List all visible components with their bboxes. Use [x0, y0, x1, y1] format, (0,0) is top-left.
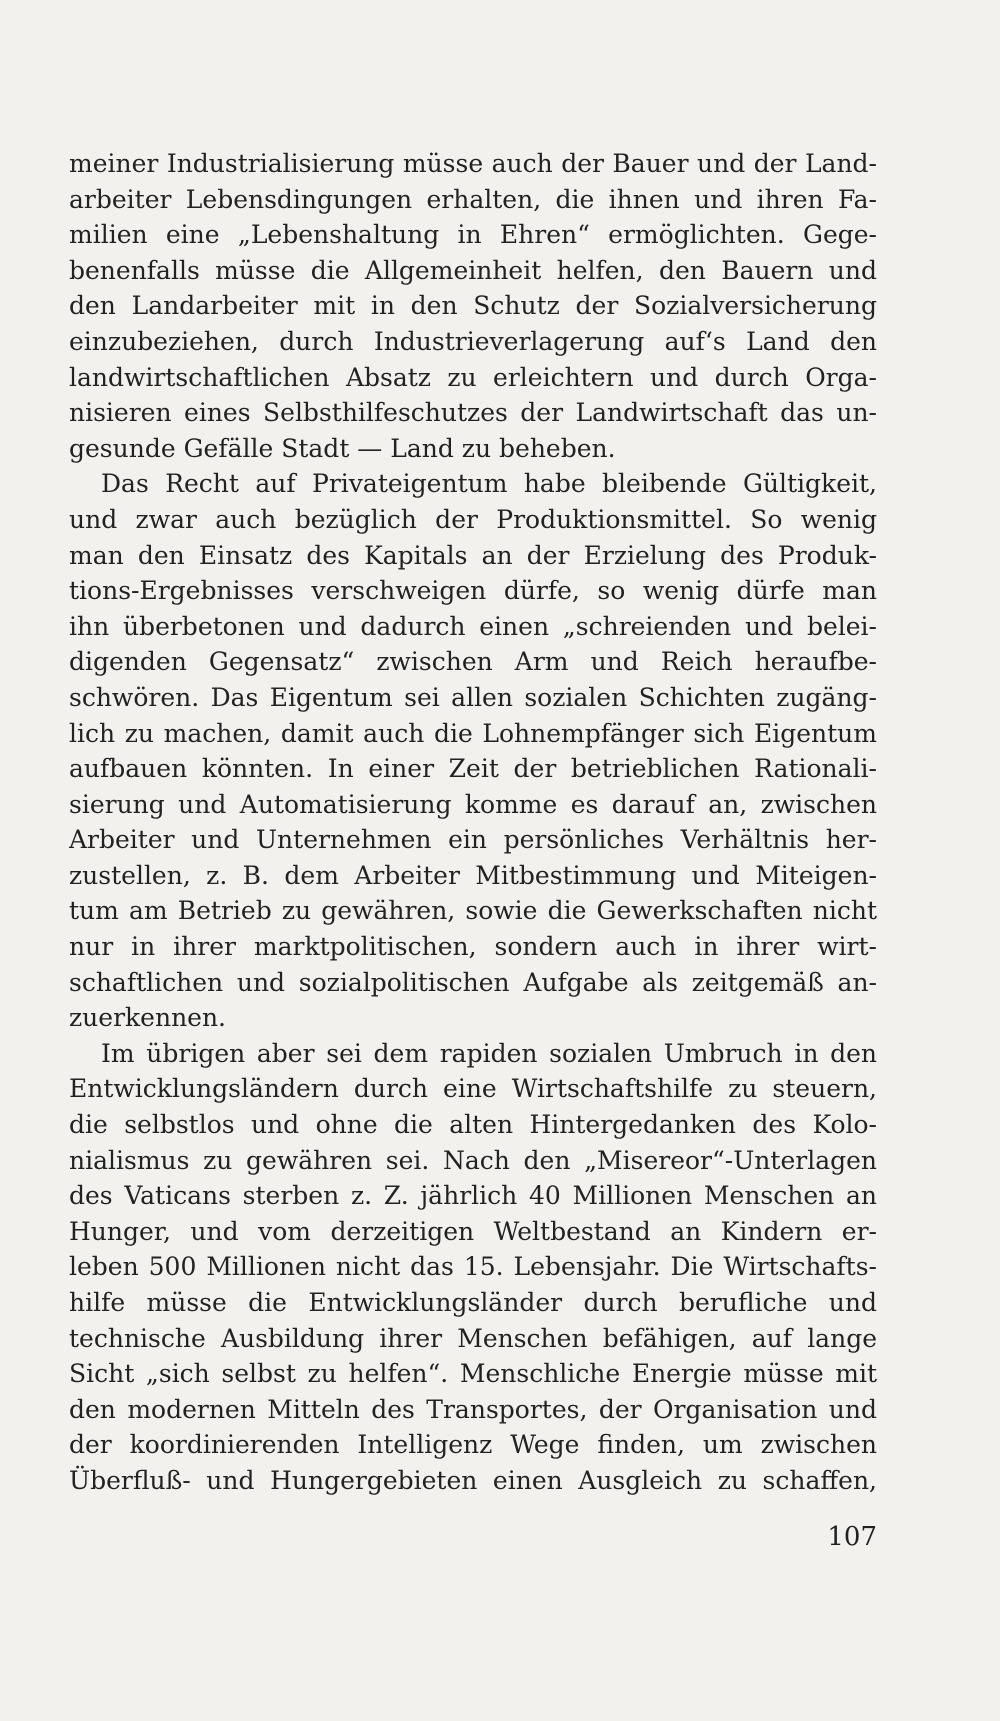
text-line: leben 500 Millionen nicht das 15. Lebensjahr. Die Wirtschafts-	[69, 1252, 877, 1282]
text-line: tum am Betrieb zu gewähren, sowie die Gewerkschaften nicht	[69, 896, 877, 926]
page-number: 107	[827, 1522, 877, 1552]
text-line: zuerkennen.	[69, 1003, 227, 1033]
text-line: lich zu machen, damit auch die Lohnempfänger sich Eigentum	[69, 718, 877, 748]
text-line: benenfalls müsse die Allgemeinheit helfen, den Bauern und	[69, 255, 877, 285]
text-line: landwirtschaftlichen Absatz zu erleichtern und durch Orga-	[69, 362, 877, 392]
body-text	[69, 146, 877, 1499]
paragraph-3	[69, 1036, 877, 1499]
text-line: Entwicklungsländern durch eine Wirtschaftshilfe zu steuern,	[69, 1074, 877, 1104]
text-line: ihn überbetonen und dadurch einen „schreienden und belei-	[69, 611, 877, 641]
text-line: meiner Industrialisierung müsse auch der Bauer und der Land-	[69, 149, 877, 178]
text-line: gesunde Gefälle Stadt — Land zu beheben.	[69, 433, 616, 463]
text-line: den modernen Mitteln des Transportes, der Organisation und	[69, 1394, 877, 1424]
text-line: Arbeiter und Unternehmen ein persönliches Verhältnis her-	[69, 825, 877, 855]
text-line: aufbauen könnten. In einer Zeit der betrieblichen Rationali-	[69, 754, 877, 784]
text-line: einzubeziehen, durch Industrieverlagerung auf‘s Land den	[69, 326, 877, 356]
text-line: zustellen, z. B. dem Arbeiter Mitbestimmung und Miteigen-	[69, 860, 877, 890]
text-line: und zwar auch bezüglich der Produktionsmittel. So wenig	[69, 504, 877, 534]
text-line: den Landarbeiter mit in den Schutz der Sozialversicherung	[69, 291, 877, 321]
text-line: technische Ausbildung ihrer Menschen befähigen, auf lange	[69, 1323, 877, 1353]
text-line: nialismus zu gewähren sei. Nach den „Misereor“-Unterlagen	[69, 1145, 877, 1175]
text-line: die selbstlos und ohne die alten Hintergedanken des Kolo-	[69, 1110, 877, 1140]
paragraph-1	[69, 146, 877, 466]
text-line: Das Recht auf Privateigentum habe bleibende Gültigkeit,	[101, 469, 877, 499]
paragraph-2	[69, 466, 877, 1036]
text-line: nisieren eines Selbsthilfeschutzes der Landwirtschaft das un-	[69, 398, 877, 428]
text-line: nur in ihrer marktpolitischen, sondern auch in ihrer wirt-	[69, 932, 877, 962]
text-line: man den Einsatz des Kapitals an der Erzielung des Produk-	[69, 540, 877, 570]
text-line: des Vaticans sterben z. Z. jährlich 40 Millionen Menschen an	[69, 1181, 877, 1211]
text-line: sierung und Automatisierung komme es darauf an, zwischen	[69, 789, 877, 819]
text-line: der koordinierenden Intelligenz Wege finden, um zwischen	[69, 1430, 877, 1460]
text-line: schaftlichen und sozialpolitischen Aufgabe als zeitgemäß an-	[69, 967, 877, 997]
text-line: Sicht „sich selbst zu helfen“. Menschliche Energie müsse mit	[69, 1359, 877, 1389]
text-line: Überfluß- und Hungergebieten einen Ausgleich zu schaffen,	[69, 1465, 877, 1495]
text-line: milien eine „Lebenshaltung in Ehren“ ermöglichten. Gege-	[69, 220, 877, 250]
text-line: tions-Ergebnisses verschweigen dürfe, so wenig dürfe man	[69, 576, 877, 606]
text-line: Hunger, und vom derzeitigen Weltbestand an Kindern er-	[69, 1216, 877, 1246]
text-line: hilfe müsse die Entwicklungsländer durch berufliche und	[69, 1288, 877, 1317]
text-line: digenden Gegensatz“ zwischen Arm und Reich heraufbe-	[69, 647, 877, 677]
text-line: schwören. Das Eigentum sei allen sozialen Schichten zugäng-	[69, 682, 877, 712]
text-line: Im übrigen aber sei dem rapiden sozialen Umbruch in den	[101, 1038, 877, 1068]
text-line: arbeiter Lebensdingungen erhalten, die ihnen und ihren Fa-	[69, 184, 877, 214]
